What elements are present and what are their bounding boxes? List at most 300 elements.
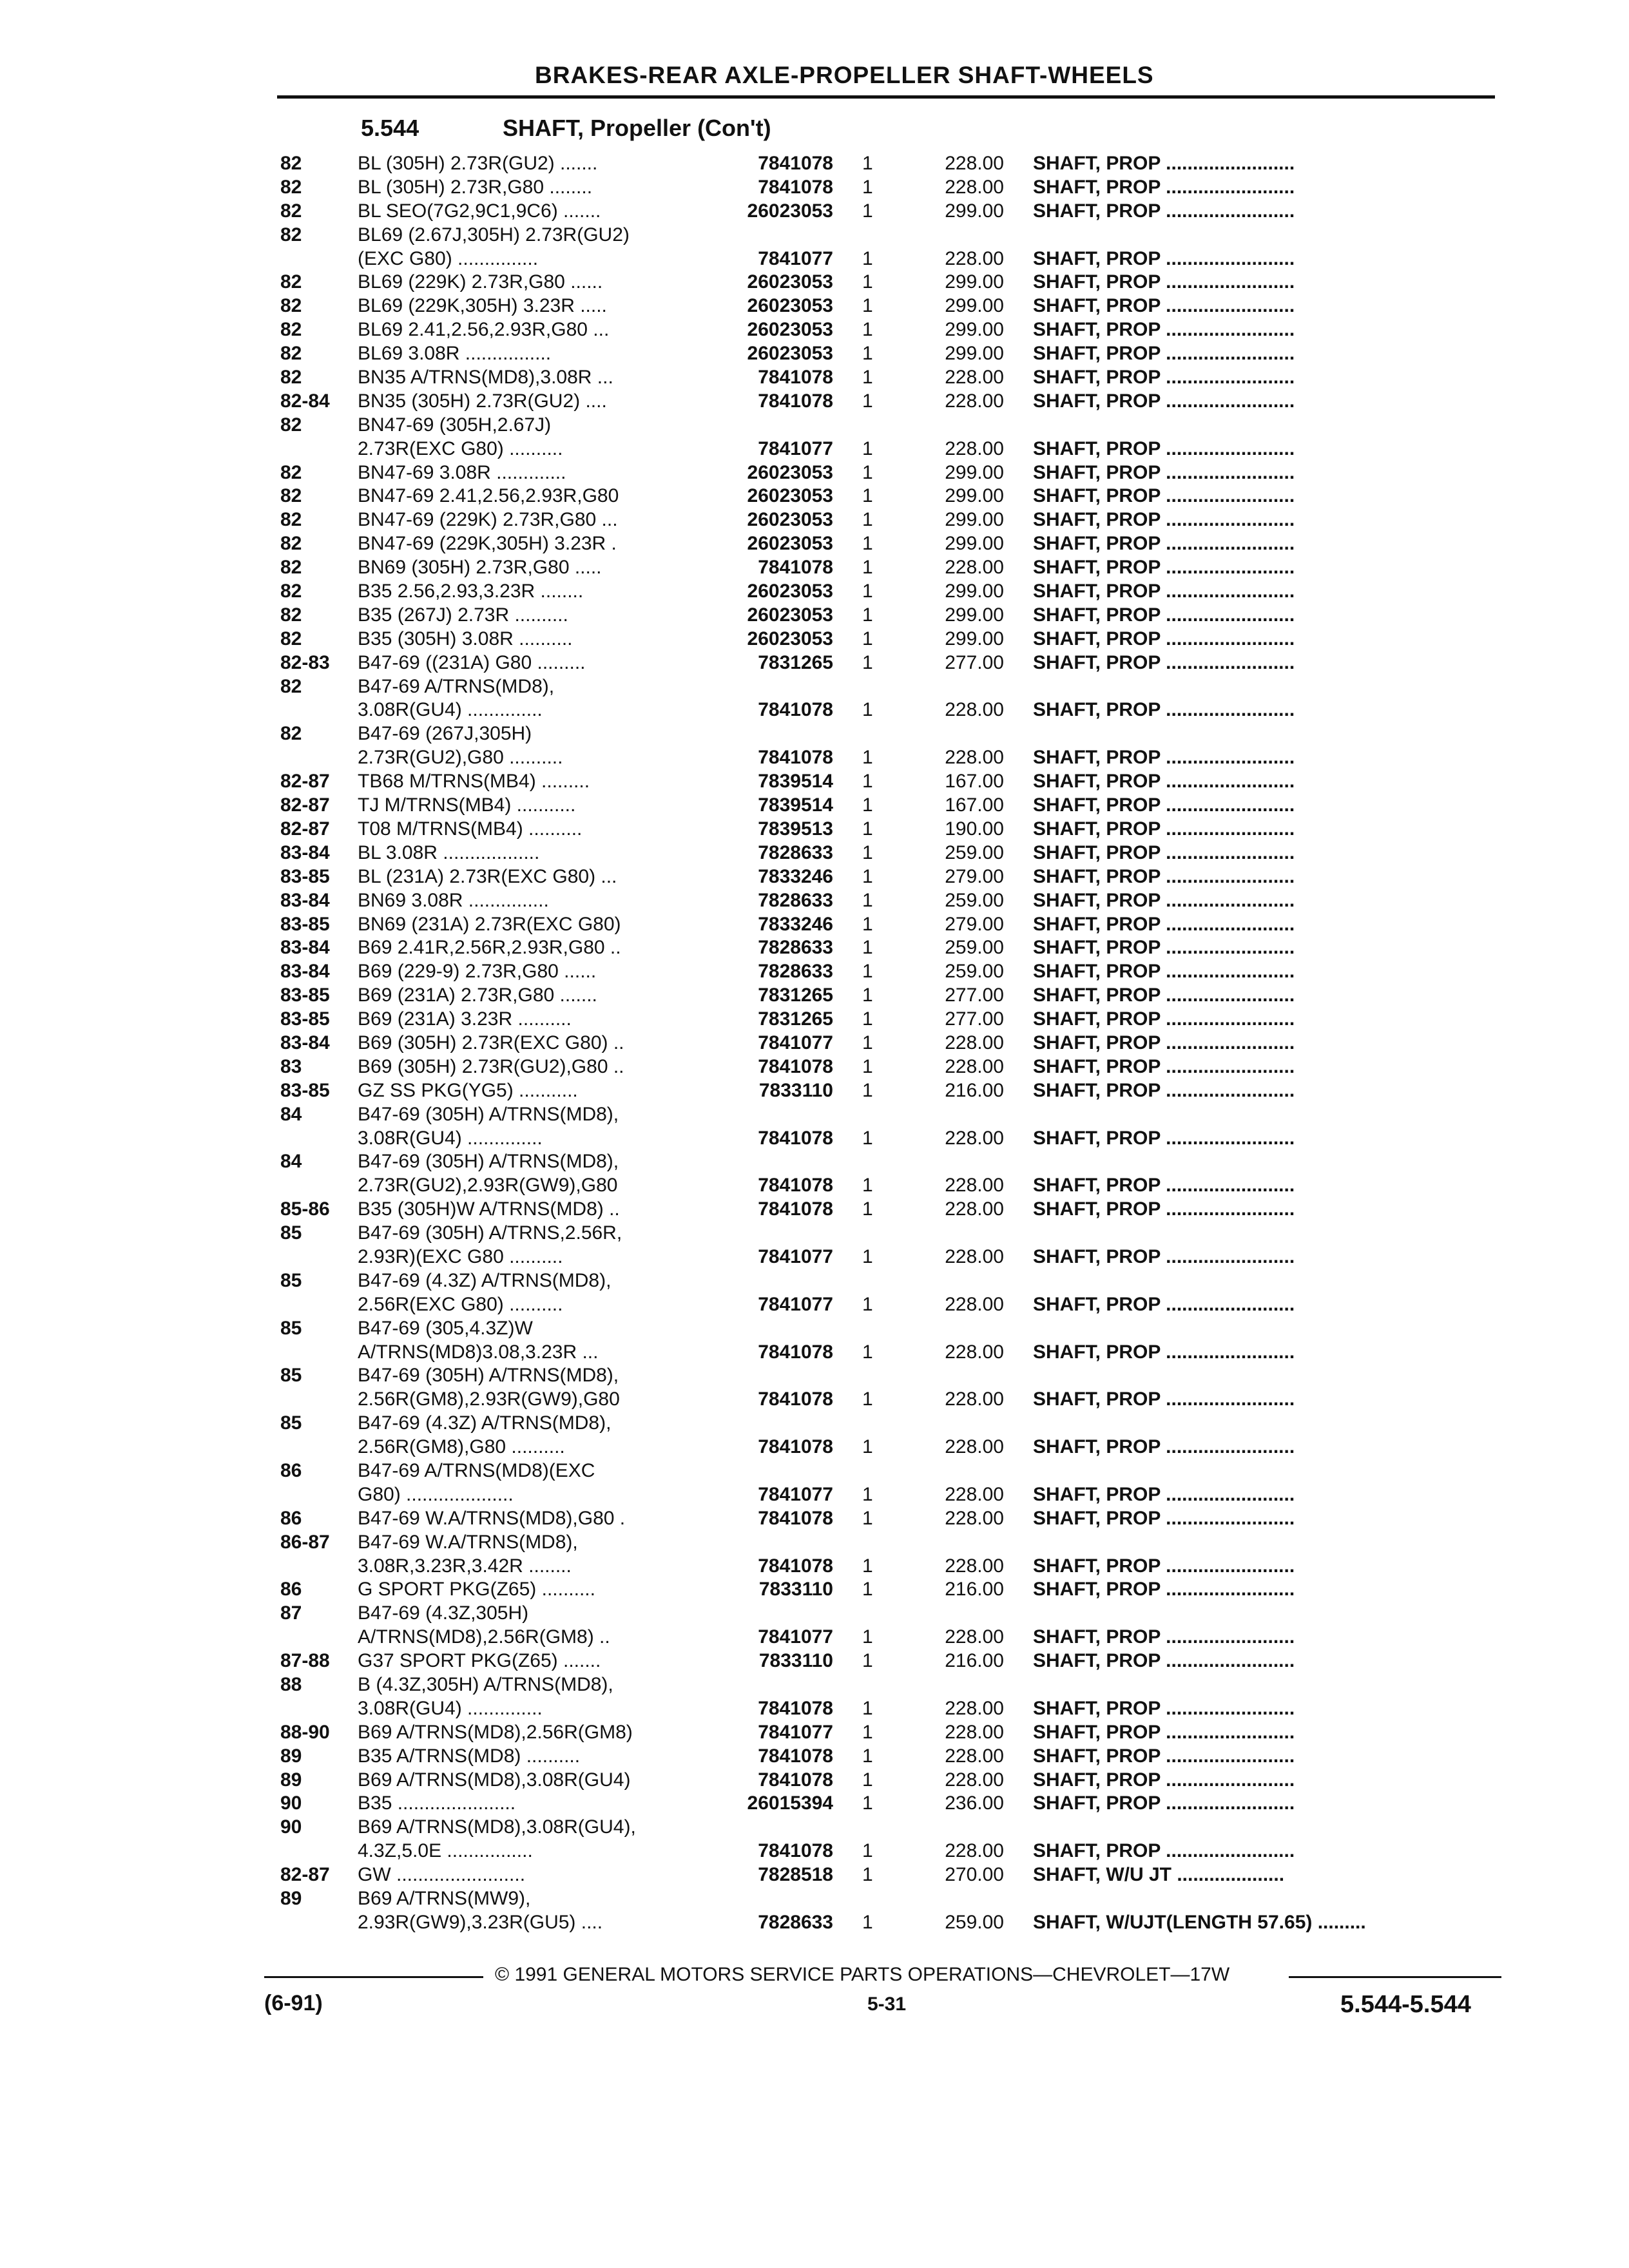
table-row xyxy=(0,1436,1629,1459)
row-quantity: 1 xyxy=(862,865,873,887)
row-year: 82 xyxy=(280,200,302,222)
row-part-number: 7841077 xyxy=(758,1032,833,1053)
row-part-name: SHAFT, PROP ........................ xyxy=(1033,153,1295,174)
row-description: BL69 (229K) 2.73R,G80 ...... xyxy=(358,271,603,293)
row-quantity: 1 xyxy=(862,390,873,412)
row-year: 84 xyxy=(280,1151,302,1173)
row-part-number: 7839514 xyxy=(758,771,833,793)
row-price: 277.00 xyxy=(945,651,1004,673)
table-row xyxy=(0,675,1629,699)
row-part-number: 7841077 xyxy=(758,1483,833,1505)
table-row xyxy=(0,366,1629,390)
row-quantity: 1 xyxy=(862,961,873,983)
row-price: 228.00 xyxy=(945,176,1004,198)
table-row xyxy=(0,1602,1629,1626)
row-part-name: SHAFT, PROP ........................ xyxy=(1033,1579,1295,1600)
table-row xyxy=(0,746,1629,770)
row-description: BN69 (305H) 2.73R,G80 ..... xyxy=(358,557,602,579)
row-part-number: 7841077 xyxy=(758,1293,833,1315)
row-price: 167.00 xyxy=(945,794,1004,816)
row-part-name: SHAFT, PROP ........................ xyxy=(1033,961,1295,983)
row-price: 228.00 xyxy=(945,1245,1004,1267)
row-part-name: SHAFT, PROP ........................ xyxy=(1033,1745,1295,1767)
table-row xyxy=(0,1055,1629,1079)
table-row xyxy=(0,294,1629,318)
table-row xyxy=(0,414,1629,437)
row-part-number: 7841077 xyxy=(758,437,833,459)
row-description: B69 A/TRNS(MD8),3.08R(GU4) xyxy=(358,1769,631,1791)
row-part-number: 7839514 xyxy=(758,794,833,816)
row-description: BN47-69 (305H,2.67J) xyxy=(358,414,552,436)
row-year: 83 xyxy=(280,1055,302,1077)
table-row xyxy=(0,1555,1629,1579)
table-row xyxy=(0,960,1629,984)
row-description: 2.93R(GW9),3.23R(GU5) .... xyxy=(358,1911,603,1933)
row-part-name: SHAFT, PROP ........................ xyxy=(1033,841,1295,863)
row-quantity: 1 xyxy=(862,557,873,579)
row-description: 2.73R(GU2),G80 .......... xyxy=(358,747,563,769)
row-part-name: SHAFT, PROP ........................ xyxy=(1033,1389,1295,1410)
row-description: B47-69 W.A/TRNS(MD8), xyxy=(358,1531,578,1553)
table-row xyxy=(0,1697,1629,1721)
row-part-name: SHAFT, PROP ........................ xyxy=(1033,628,1295,649)
row-quantity: 1 xyxy=(862,153,873,174)
row-description: B47-69 (4.3Z) A/TRNS(MD8), xyxy=(358,1269,612,1291)
table-row xyxy=(0,1626,1629,1649)
row-description: BN47-69 (229K) 2.73R,G80 ... xyxy=(358,509,618,531)
row-year: 85 xyxy=(280,1412,302,1434)
row-price: 228.00 xyxy=(945,1341,1004,1363)
row-description: GW ........................ xyxy=(358,1864,526,1886)
row-year: 82 xyxy=(280,723,302,745)
table-row xyxy=(0,1245,1629,1269)
row-year: 85 xyxy=(280,1222,302,1244)
footer-divider-left xyxy=(264,1976,483,1978)
row-year: 83-84 xyxy=(280,889,330,911)
row-part-number: 7841077 xyxy=(758,1626,833,1648)
row-description: BL 3.08R .................. xyxy=(358,841,540,863)
row-part-name: SHAFT, PROP ........................ xyxy=(1033,889,1295,911)
row-description: BN47-69 3.08R ............. xyxy=(358,461,566,483)
row-description: BN69 3.08R ............... xyxy=(358,889,549,911)
row-part-number: 7828633 xyxy=(758,889,833,911)
row-part-name: SHAFT, PROP ........................ xyxy=(1033,581,1295,602)
row-description: B47-69 (305H) A/TRNS,2.56R, xyxy=(358,1222,622,1244)
row-part-number: 26023053 xyxy=(747,485,833,507)
row-part-name: SHAFT, PROP ........................ xyxy=(1033,985,1295,1006)
row-part-number: 26015394 xyxy=(747,1792,833,1814)
table-row xyxy=(0,1079,1629,1103)
row-description: 3.08R(GU4) .............. xyxy=(358,1127,543,1149)
row-quantity: 1 xyxy=(862,581,873,602)
row-price: 216.00 xyxy=(945,1079,1004,1101)
row-part-name: SHAFT, PROP ........................ xyxy=(1033,1436,1295,1458)
row-year: 82 xyxy=(280,604,302,626)
row-description: B47-69 ((231A) G80 ......... xyxy=(358,651,586,673)
row-price: 228.00 xyxy=(945,1055,1004,1077)
row-description: B47-69 (305H) A/TRNS(MD8), xyxy=(358,1103,619,1125)
row-part-number: 7841078 xyxy=(758,367,833,389)
row-year: 82 xyxy=(280,533,302,555)
row-part-number: 26023053 xyxy=(747,271,833,293)
row-price: 228.00 xyxy=(945,1127,1004,1149)
row-year: 82-87 xyxy=(280,794,330,816)
table-row xyxy=(0,818,1629,841)
table-row xyxy=(0,1507,1629,1531)
row-price: 228.00 xyxy=(945,1555,1004,1577)
row-part-number: 7841078 xyxy=(758,747,833,769)
row-quantity: 1 xyxy=(862,1650,873,1672)
row-year: 82 xyxy=(280,319,302,341)
row-price: 167.00 xyxy=(945,771,1004,793)
row-description: BN35 (305H) 2.73R(GU2) .... xyxy=(358,390,607,412)
row-price: 259.00 xyxy=(945,1911,1004,1933)
row-price: 299.00 xyxy=(945,604,1004,626)
row-price: 299.00 xyxy=(945,200,1004,222)
row-part-number: 26023053 xyxy=(747,295,833,317)
row-part-name: SHAFT, PROP ........................ xyxy=(1033,604,1295,626)
row-price: 190.00 xyxy=(945,818,1004,840)
row-price: 299.00 xyxy=(945,461,1004,483)
row-part-name: SHAFT, W/U JT .................... xyxy=(1033,1864,1285,1886)
row-part-name: SHAFT, PROP ........................ xyxy=(1033,1792,1295,1814)
row-part-name: SHAFT, PROP ........................ xyxy=(1033,1245,1295,1267)
row-description: BN35 A/TRNS(MD8),3.08R ... xyxy=(358,367,613,389)
row-price: 299.00 xyxy=(945,485,1004,507)
row-part-name: SHAFT, PROP ........................ xyxy=(1033,509,1295,531)
row-price: 228.00 xyxy=(945,1697,1004,1719)
row-part-name: SHAFT, PROP ........................ xyxy=(1033,1626,1295,1648)
row-price: 228.00 xyxy=(945,437,1004,459)
footer-date: (6-91) xyxy=(264,1991,323,2015)
row-part-name: SHAFT, PROP ........................ xyxy=(1033,295,1295,317)
row-part-name: SHAFT, PROP ........................ xyxy=(1033,818,1295,840)
row-year: 85 xyxy=(280,1365,302,1387)
row-part-number: 7831265 xyxy=(758,1008,833,1030)
row-price: 228.00 xyxy=(945,1626,1004,1648)
table-row xyxy=(0,508,1629,532)
row-description: B69 2.41R,2.56R,2.93R,G80 .. xyxy=(358,937,621,959)
row-part-number: 7841078 xyxy=(758,1745,833,1767)
row-quantity: 1 xyxy=(862,794,873,816)
row-quantity: 1 xyxy=(862,200,873,222)
row-description: BN69 (231A) 2.73R(EXC G80) xyxy=(358,913,621,935)
row-year: 82 xyxy=(280,485,302,507)
row-part-number: 7831265 xyxy=(758,985,833,1006)
table-row xyxy=(0,532,1629,556)
row-part-number: 7833110 xyxy=(758,1650,833,1672)
row-quantity: 1 xyxy=(862,1245,873,1267)
table-row xyxy=(0,913,1629,937)
table-row xyxy=(0,1127,1629,1151)
page-title: BRAKES-REAR AXLE-PROPELLER SHAFT-WHEELS xyxy=(535,62,1154,88)
row-price: 228.00 xyxy=(945,247,1004,269)
row-part-number: 7841078 xyxy=(758,1507,833,1529)
row-part-name: SHAFT, PROP ........................ xyxy=(1033,1555,1295,1577)
row-part-number: 7839513 xyxy=(758,818,833,840)
row-price: 279.00 xyxy=(945,865,1004,887)
table-row xyxy=(0,580,1629,604)
row-part-number: 7841078 xyxy=(758,176,833,198)
row-year: 82 xyxy=(280,461,302,483)
footer-page-number: 5-31 xyxy=(867,1994,907,2015)
row-part-name: SHAFT, PROP ........................ xyxy=(1033,1008,1295,1030)
row-year: 84 xyxy=(280,1103,302,1125)
row-year: 85 xyxy=(280,1317,302,1339)
row-year: 89 xyxy=(280,1769,302,1791)
row-part-name: SHAFT, PROP ........................ xyxy=(1033,699,1295,721)
row-part-name: SHAFT, PROP ........................ xyxy=(1033,533,1295,555)
footer-section-range: 5.544-5.544 xyxy=(1340,1991,1471,2018)
table-row xyxy=(0,1911,1629,1935)
row-quantity: 1 xyxy=(862,1911,873,1933)
row-part-name: SHAFT, PROP ........................ xyxy=(1033,390,1295,412)
row-part-name: SHAFT, W/UJT(LENGTH 57.65) ......... xyxy=(1033,1911,1366,1933)
row-price: 228.00 xyxy=(945,1198,1004,1220)
row-price: 259.00 xyxy=(945,889,1004,911)
row-price: 228.00 xyxy=(945,1032,1004,1053)
row-part-number: 7841078 xyxy=(758,557,833,579)
row-quantity: 1 xyxy=(862,985,873,1006)
row-quantity: 1 xyxy=(862,319,873,341)
row-part-name: SHAFT, PROP ........................ xyxy=(1033,200,1295,222)
footer-copyright: © 1991 GENERAL MOTORS SERVICE PARTS OPERATIONS—CHEVROLET—17W xyxy=(495,1964,1230,1985)
table-row xyxy=(0,1483,1629,1507)
table-row xyxy=(0,1103,1629,1127)
row-price: 228.00 xyxy=(945,557,1004,579)
row-year: 88-90 xyxy=(280,1721,330,1743)
row-quantity: 1 xyxy=(862,295,873,317)
table-row xyxy=(0,936,1629,960)
row-quantity: 1 xyxy=(862,271,873,293)
row-quantity: 1 xyxy=(862,1079,873,1101)
row-price: 259.00 xyxy=(945,841,1004,863)
row-price: 299.00 xyxy=(945,509,1004,531)
row-year: 82-83 xyxy=(280,651,330,673)
table-row xyxy=(0,1816,1629,1840)
row-description: B47-69 (305,4.3Z)W xyxy=(358,1317,533,1339)
row-price: 228.00 xyxy=(945,1483,1004,1505)
row-part-number: 7828633 xyxy=(758,1911,833,1933)
parts-table xyxy=(0,152,1629,1935)
table-row xyxy=(0,770,1629,794)
row-year: 89 xyxy=(280,1745,302,1767)
row-quantity: 1 xyxy=(862,913,873,935)
row-description: G80) .................... xyxy=(358,1483,514,1505)
table-row xyxy=(0,247,1629,271)
row-part-name: SHAFT, PROP ........................ xyxy=(1033,1840,1295,1862)
row-part-name: SHAFT, PROP ........................ xyxy=(1033,937,1295,959)
row-quantity: 1 xyxy=(862,889,873,911)
row-year: 83-84 xyxy=(280,961,330,983)
row-quantity: 1 xyxy=(862,367,873,389)
row-price: 277.00 xyxy=(945,1008,1004,1030)
row-year: 88 xyxy=(280,1674,302,1695)
table-row xyxy=(0,651,1629,675)
table-row xyxy=(0,1150,1629,1174)
row-description: A/TRNS(MD8)3.08,3.23R ... xyxy=(358,1341,599,1363)
row-part-name: SHAFT, PROP ........................ xyxy=(1033,913,1295,935)
row-price: 228.00 xyxy=(945,1507,1004,1529)
row-description: B35 (267J) 2.73R .......... xyxy=(358,604,568,626)
row-description: 2.73R(EXC G80) .......... xyxy=(358,437,563,459)
row-quantity: 1 xyxy=(862,1483,873,1505)
row-quantity: 1 xyxy=(862,176,873,198)
row-part-name: SHAFT, PROP ........................ xyxy=(1033,319,1295,341)
table-row xyxy=(0,1769,1629,1792)
row-quantity: 1 xyxy=(862,1436,873,1458)
table-row xyxy=(0,1317,1629,1341)
row-price: 228.00 xyxy=(945,367,1004,389)
row-year: 82 xyxy=(280,414,302,436)
row-price: 228.00 xyxy=(945,747,1004,769)
row-description: TJ M/TRNS(MB4) ........... xyxy=(358,794,576,816)
row-part-number: 7828633 xyxy=(758,841,833,863)
row-description: B47-69 (4.3Z) A/TRNS(MD8), xyxy=(358,1412,612,1434)
row-description: B69 (305H) 2.73R(EXC G80) .. xyxy=(358,1032,624,1053)
table-row xyxy=(0,1721,1629,1745)
row-part-number: 7833110 xyxy=(758,1579,833,1600)
table-row xyxy=(0,1863,1629,1887)
table-row xyxy=(0,271,1629,294)
row-description: 2.56R(EXC G80) .......... xyxy=(358,1293,563,1315)
footer-divider-right xyxy=(1289,1976,1501,1978)
row-year: 82 xyxy=(280,581,302,602)
section-title: SHAFT, Propeller (Con't) xyxy=(503,115,771,141)
row-year: 83-84 xyxy=(280,937,330,959)
row-description: B69 A/TRNS(MW9), xyxy=(358,1888,531,1910)
row-part-name: SHAFT, PROP ........................ xyxy=(1033,367,1295,389)
row-year: 82-87 xyxy=(280,1864,330,1886)
row-part-number: 7841078 xyxy=(758,1436,833,1458)
table-row xyxy=(0,224,1629,247)
row-description: 3.08R(GU4) .............. xyxy=(358,699,543,721)
row-description: B69 (305H) 2.73R(GU2),G80 .. xyxy=(358,1055,624,1077)
table-row xyxy=(0,841,1629,865)
row-part-name: SHAFT, PROP ........................ xyxy=(1033,1697,1295,1719)
table-row xyxy=(0,1222,1629,1245)
row-year: 82 xyxy=(280,224,302,245)
row-part-number: 7841078 xyxy=(758,1175,833,1196)
table-row xyxy=(0,628,1629,651)
row-description: (EXC G80) ............... xyxy=(358,247,539,269)
row-description: BL (305H) 2.73R,G80 ........ xyxy=(358,176,593,198)
row-quantity: 1 xyxy=(862,771,873,793)
row-part-number: 7841078 xyxy=(758,1341,833,1363)
row-description: B69 (231A) 2.73R,G80 ....... xyxy=(358,985,597,1006)
row-description: 2.93R)(EXC G80 .......... xyxy=(358,1245,563,1267)
row-quantity: 1 xyxy=(862,1745,873,1767)
row-price: 236.00 xyxy=(945,1792,1004,1814)
row-description: BL69 (229K,305H) 3.23R ..... xyxy=(358,295,607,317)
row-part-name: SHAFT, PROP ........................ xyxy=(1033,1341,1295,1363)
row-part-name: SHAFT, PROP ........................ xyxy=(1033,651,1295,673)
row-year: 83-85 xyxy=(280,1079,330,1101)
table-row xyxy=(0,1649,1629,1673)
table-row xyxy=(0,200,1629,224)
row-part-number: 26023053 xyxy=(747,509,833,531)
row-price: 270.00 xyxy=(945,1864,1004,1886)
row-year: 86 xyxy=(280,1507,302,1529)
row-year: 83-84 xyxy=(280,841,330,863)
row-price: 299.00 xyxy=(945,628,1004,649)
table-row xyxy=(0,1269,1629,1293)
row-quantity: 1 xyxy=(862,1507,873,1529)
row-part-name: SHAFT, PROP ........................ xyxy=(1033,1769,1295,1791)
table-row xyxy=(0,556,1629,580)
row-part-name: SHAFT, PROP ........................ xyxy=(1033,1175,1295,1196)
row-description: B35 2.56,2.93,3.23R ........ xyxy=(358,581,584,602)
row-description: T08 M/TRNS(MB4) .......... xyxy=(358,818,583,840)
row-price: 228.00 xyxy=(945,1175,1004,1196)
table-row xyxy=(0,390,1629,414)
row-price: 216.00 xyxy=(945,1579,1004,1600)
table-row xyxy=(0,1745,1629,1769)
row-description: BL (231A) 2.73R(EXC G80) ... xyxy=(358,865,617,887)
row-part-number: 7841077 xyxy=(758,1245,833,1267)
row-quantity: 1 xyxy=(862,1769,873,1791)
row-part-name: SHAFT, PROP ........................ xyxy=(1033,1483,1295,1505)
row-quantity: 1 xyxy=(862,533,873,555)
row-quantity: 1 xyxy=(862,1341,873,1363)
row-quantity: 1 xyxy=(862,1293,873,1315)
row-part-number: 7828518 xyxy=(758,1864,833,1886)
row-part-number: 26023053 xyxy=(747,604,833,626)
row-quantity: 1 xyxy=(862,651,873,673)
table-row xyxy=(0,1673,1629,1697)
row-part-name: SHAFT, PROP ........................ xyxy=(1033,176,1295,198)
row-part-name: SHAFT, PROP ........................ xyxy=(1033,485,1295,507)
row-part-number: 7841078 xyxy=(758,1389,833,1410)
row-description: GZ SS PKG(YG5) ........... xyxy=(358,1079,578,1101)
row-quantity: 1 xyxy=(862,1579,873,1600)
row-description: 4.3Z,5.0E ................ xyxy=(358,1840,533,1862)
row-part-name: SHAFT, PROP ........................ xyxy=(1033,1079,1295,1101)
table-row xyxy=(0,1174,1629,1198)
row-quantity: 1 xyxy=(862,1198,873,1220)
row-price: 228.00 xyxy=(945,1745,1004,1767)
row-quantity: 1 xyxy=(862,1127,873,1149)
row-part-name: SHAFT, PROP ........................ xyxy=(1033,1198,1295,1220)
table-row xyxy=(0,984,1629,1008)
row-part-name: SHAFT, PROP ........................ xyxy=(1033,1127,1295,1149)
table-row xyxy=(0,1032,1629,1055)
row-part-number: 7833110 xyxy=(758,1079,833,1101)
row-part-number: 26023053 xyxy=(747,628,833,649)
row-description: 3.08R(GU4) .............. xyxy=(358,1697,543,1719)
row-part-name: SHAFT, PROP ........................ xyxy=(1033,865,1295,887)
table-row xyxy=(0,342,1629,366)
row-year: 85 xyxy=(280,1269,302,1291)
row-price: 228.00 xyxy=(945,699,1004,721)
row-price: 228.00 xyxy=(945,1840,1004,1862)
row-description: B69 A/TRNS(MD8),2.56R(GM8) xyxy=(358,1721,633,1743)
row-quantity: 1 xyxy=(862,937,873,959)
row-quantity: 1 xyxy=(862,485,873,507)
table-row xyxy=(0,1459,1629,1483)
table-row xyxy=(0,437,1629,461)
row-quantity: 1 xyxy=(862,628,873,649)
row-quantity: 1 xyxy=(862,437,873,459)
row-year: 90 xyxy=(280,1816,302,1838)
row-description: B (4.3Z,305H) A/TRNS(MD8), xyxy=(358,1674,613,1695)
row-part-number: 26023053 xyxy=(747,581,833,602)
row-price: 259.00 xyxy=(945,937,1004,959)
row-part-name: SHAFT, PROP ........................ xyxy=(1033,343,1295,365)
row-part-number: 7828633 xyxy=(758,961,833,983)
row-part-name: SHAFT, PROP ........................ xyxy=(1033,794,1295,816)
row-part-name: SHAFT, PROP ........................ xyxy=(1033,1507,1295,1529)
